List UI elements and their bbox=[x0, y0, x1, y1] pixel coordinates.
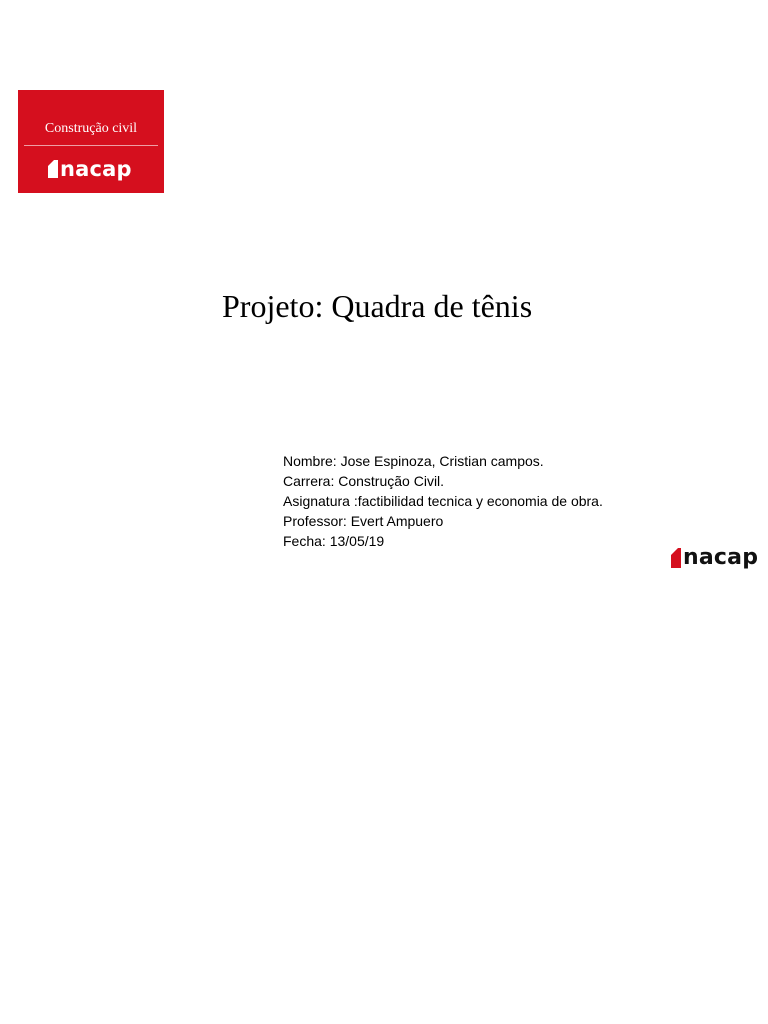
header-divider bbox=[24, 145, 158, 146]
inacap-logo-mark-icon bbox=[48, 160, 58, 178]
page-title: Projeto: Quadra de tênis bbox=[222, 288, 533, 324]
info-date: Fecha: 13/05/19 bbox=[283, 533, 385, 549]
inacap-logo bbox=[48, 158, 132, 180]
header-banner bbox=[18, 90, 164, 193]
footer-logo-text: nacap bbox=[683, 545, 759, 570]
info-professor: Professor: Evert Ampuero bbox=[283, 513, 444, 529]
footer-inacap-logo bbox=[671, 545, 758, 571]
student-info bbox=[283, 451, 603, 551]
info-subject: Asignatura :factibilidad tecnica y economia de obra. bbox=[283, 493, 603, 509]
header-subtitle: Construção civil bbox=[44, 121, 138, 136]
info-name: Nombre: Jose Espinoza, Cristian campos. bbox=[283, 453, 544, 469]
info-career: Carrera: Construção Civil. bbox=[283, 473, 445, 489]
inacap-logo-text: nacap bbox=[60, 157, 132, 181]
footer-logo-mark-icon bbox=[671, 548, 681, 568]
